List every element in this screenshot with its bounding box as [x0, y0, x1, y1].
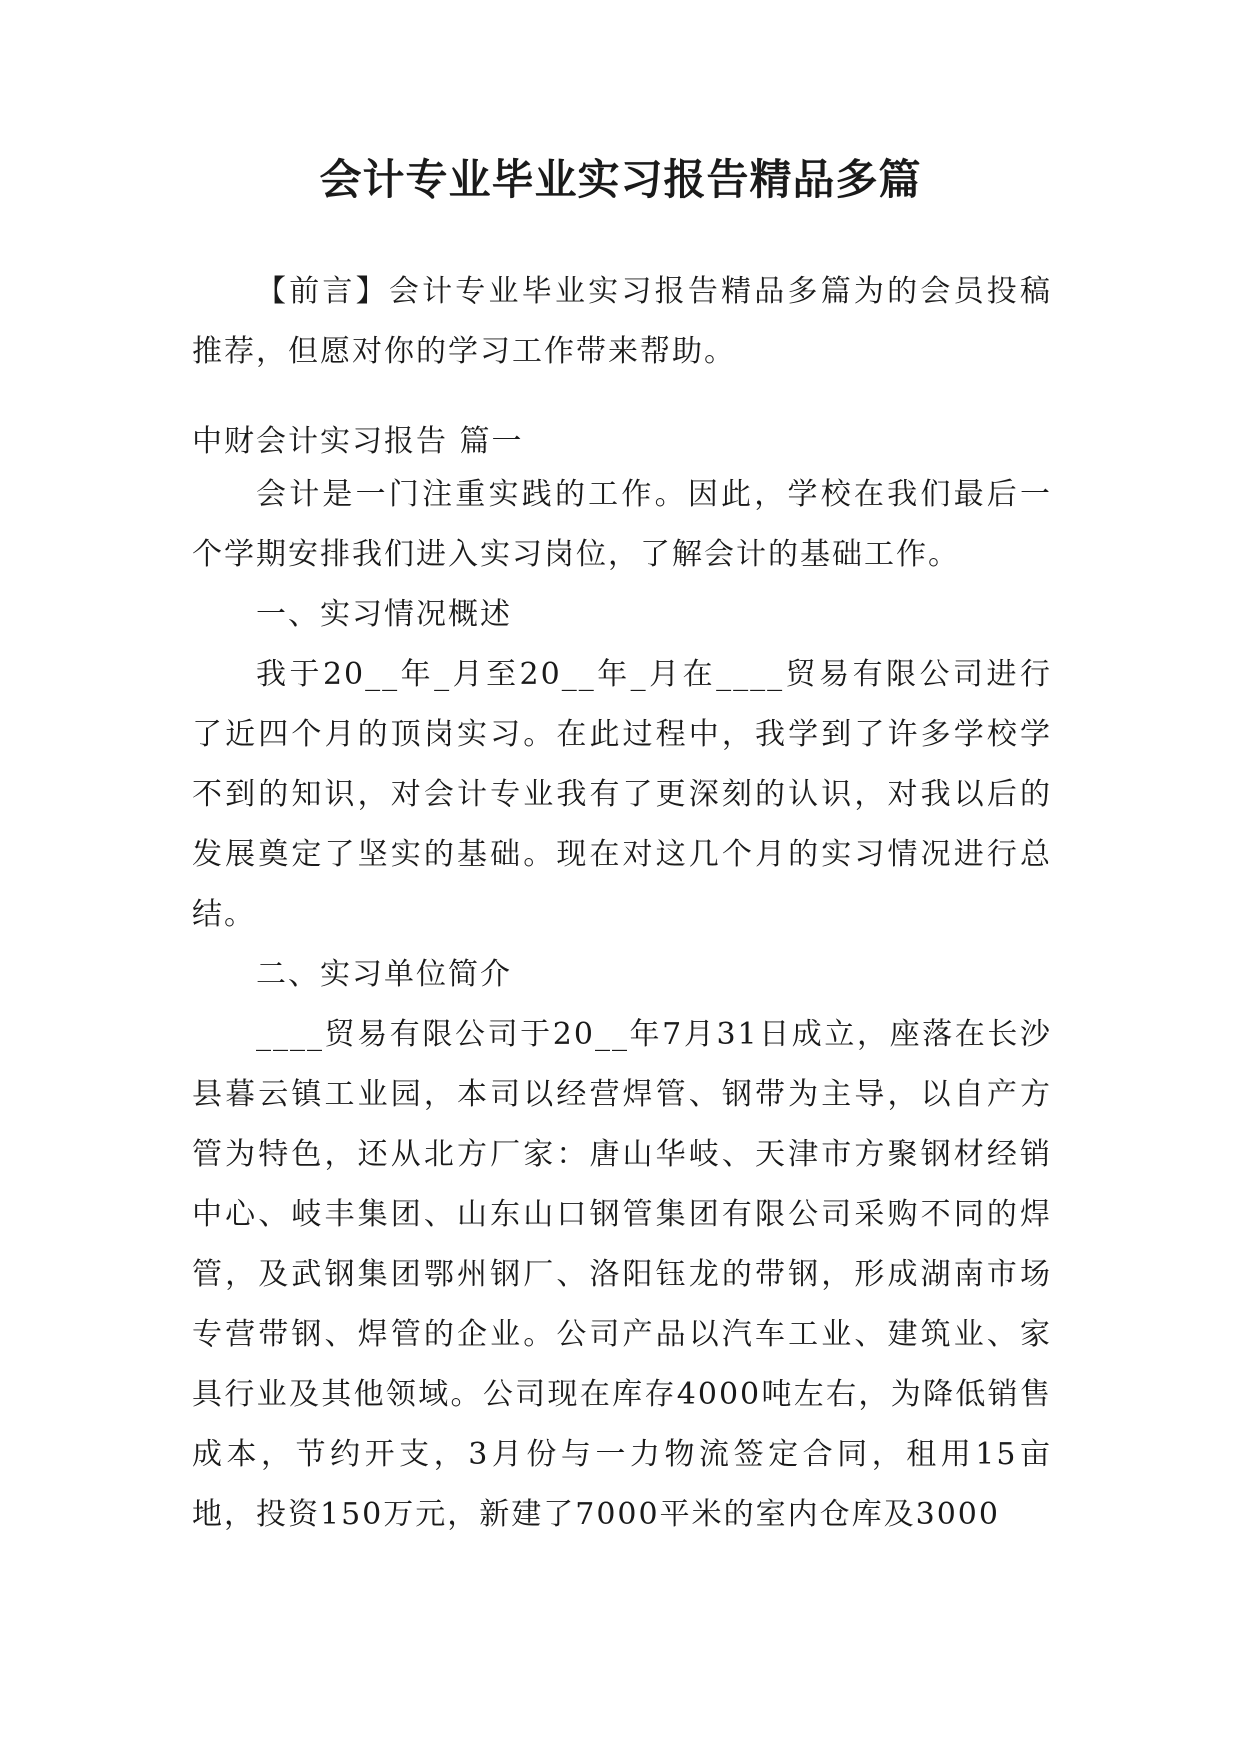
subheading-company: 二、实习单位简介 [256, 957, 512, 992]
paragraph-intro: 会计是一门注重实践的工作。因此，学校在我们最后一个学期安排我们进入实习岗位，了解会计的基础工作。 [192, 477, 1052, 572]
preface-paragraph: 【前言】会计专业毕业实习报告精品多篇为的会员投稿推荐，但愿对你的学习工作带来帮助。 [192, 274, 1052, 369]
document-title: 会计专业毕业实习报告精品多篇 [319, 155, 922, 204]
section-heading: 中财会计实习报告 篇一 [192, 424, 524, 459]
paragraph-overview: 我于20__年_月至20__年_月在____贸易有限公司进行了近四个月的顶岗实习。在此过程中，我学到了许多学校学不到的知识，对会计专业我有了更深刻的认识，对我以后的发展奠定了坚实的基础。现在对这几个月的实习情况进行总结。 [192, 657, 1052, 932]
subheading-overview: 一、实习情况概述 [256, 597, 512, 632]
paragraph-company: ____贸易有限公司于20__年7月31日成立，座落在长沙县暮云镇工业园，本司以经营焊管、钢带为主导，以自产方管为特色，还从北方厂家：唐山华岐、天津市方聚钢材经销中心、岐丰集团、山东山口钢管集团有限公司采购不同的焊管，及武钢集团鄂州钢厂、洛阳钰龙的带钢，形成湖南市场专营带钢、焊管的企业。公司产品以汽车工业、建筑业、家具行业及其他领域。公司现在库存4000吨左右，为降低销售成本，节约开支，3月份与一力物流签定合同，租用15亩地，投资150万元，新建了7000平米的室内仓库及3000 [192, 1017, 1052, 1532]
body-content [192, 465, 1052, 1545]
